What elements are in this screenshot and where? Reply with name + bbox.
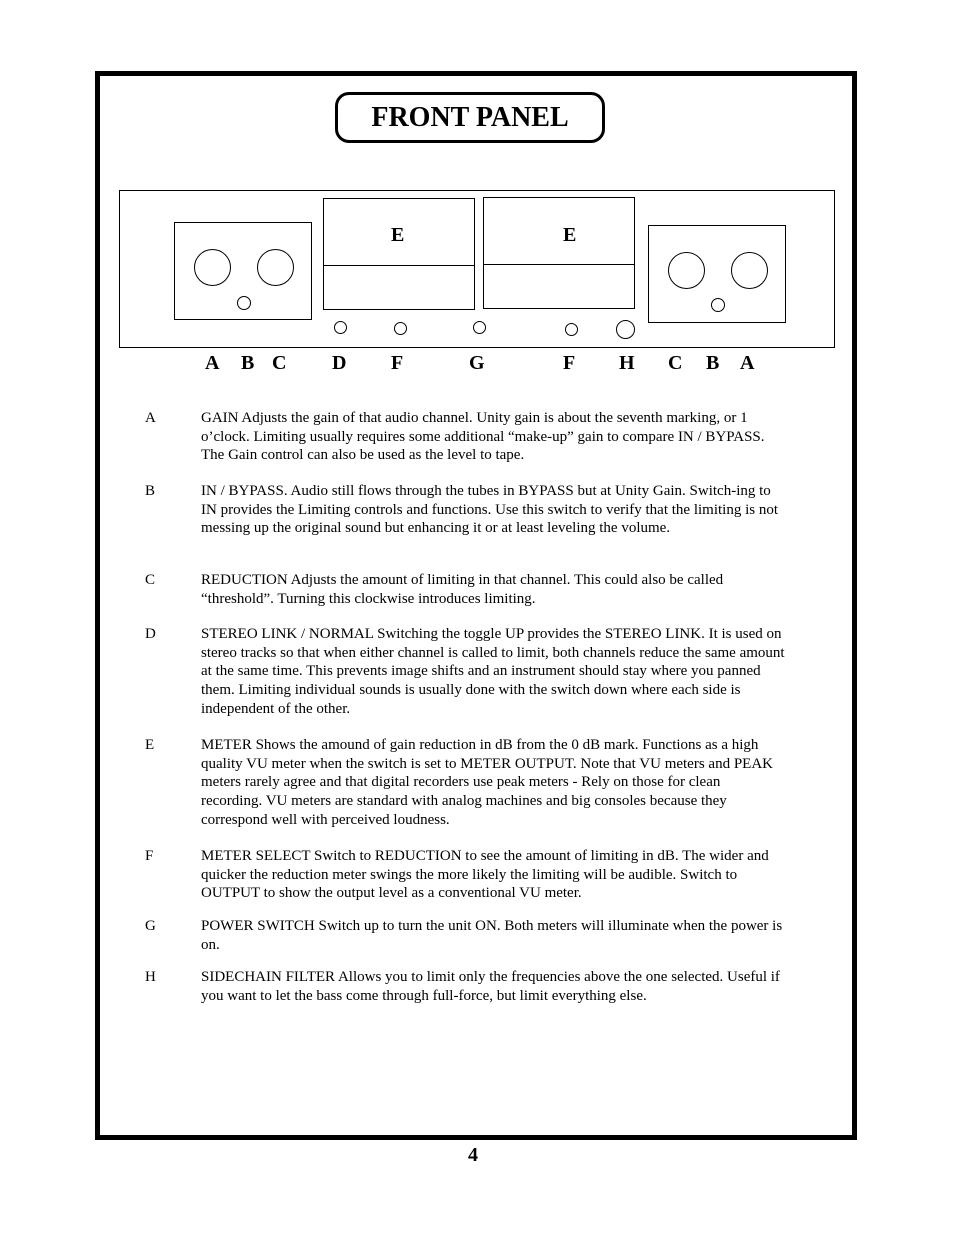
meter-divider <box>324 265 474 266</box>
description-key: H <box>145 969 156 985</box>
description-text: METER Shows the amound of gain reduction in dB from the 0 dB mark. Functions as a high quality VU meter when the switch is set to METER OUTPUT. Note that VU meters and PEAK meters rarely agree and that digital recorders use peak meters - Rely on those for clean recording. VU meters are standard with analog machines and big consoles because they correspond well with perceived loudness. <box>201 737 773 828</box>
gain-knob-right[interactable] <box>731 252 768 289</box>
control-letter-d: D <box>332 352 347 374</box>
sidechain-filter-knob[interactable] <box>616 320 635 339</box>
control-letter-h: H <box>619 352 635 374</box>
description-item <box>145 847 785 903</box>
meter-select-switch-left[interactable] <box>394 322 407 335</box>
left-channel-block <box>174 222 312 320</box>
control-letter-f: F <box>391 352 404 374</box>
power-switch[interactable] <box>473 321 486 334</box>
control-letter-a: A <box>205 352 220 374</box>
description-key: G <box>145 918 156 934</box>
reduction-knob-right[interactable] <box>668 252 705 289</box>
description-key: D <box>145 626 156 642</box>
title-box <box>335 92 605 143</box>
description-key: B <box>145 483 156 499</box>
description-item <box>145 625 785 719</box>
description-text: GAIN Adjusts the gain of that audio channel. Unity gain is about the seventh marking, or 1 o’clock. Limiting usually requires some additional “make-up” gain to compare IN / BYPASS. The Gain control can also be used as the level to tape. <box>201 410 765 464</box>
gain-knob-left[interactable] <box>194 249 231 286</box>
reduction-control-left[interactable] <box>237 296 251 310</box>
description-key: E <box>145 737 155 753</box>
description-text: SIDECHAIN FILTER Allows you to limit only the frequencies above the one selected. Useful if you want to let the bass come through full-force, but limit everything else. <box>201 969 780 1004</box>
control-letter-c: C <box>668 352 683 374</box>
left-meter <box>323 198 475 310</box>
description-item <box>145 482 785 538</box>
description-text: STEREO LINK / NORMAL Switching the toggle UP provides the STEREO LINK. It is used on stereo tracks so that when either channel is called to limit, both channels reduce the same amount at the same time. This prevents image shifts and an instrument should stay where you panned them. Limiting individual sounds is usually done with the switch down where each side is independent of the other. <box>201 626 785 717</box>
meter-label-right: E <box>563 224 577 246</box>
page-title: FRONT PANEL <box>371 101 569 133</box>
description-text: METER SELECT Switch to REDUCTION to see the amount of limiting in dB. The wider and quicker the reduction meter swings the more likely the limiting will be audible. Switch to OUTPUT to show the output level as a conventional VU meter. <box>201 848 769 902</box>
description-item <box>145 968 785 1005</box>
meter-select-switch-right[interactable] <box>565 323 578 336</box>
meter-divider <box>484 264 634 265</box>
description-item <box>145 917 785 954</box>
description-text: POWER SWITCH Switch up to turn the unit ON. Both meters will illuminate when the power is on. <box>201 918 783 953</box>
stereo-link-switch[interactable] <box>334 321 347 334</box>
control-letter-g: G <box>469 352 485 374</box>
control-letter-b: B <box>706 352 720 374</box>
description-item <box>145 571 785 608</box>
control-letter-c: C <box>272 352 287 374</box>
description-key: F <box>145 848 154 864</box>
description-key: A <box>145 410 156 426</box>
right-channel-block <box>648 225 786 323</box>
in-bypass-knob-left[interactable] <box>257 249 294 286</box>
description-text: IN / BYPASS. Audio still flows through the tubes in BYPASS but at Unity Gain. Switch-ing to IN provides the Limiting controls and functions. Use this switch to verify that the limiting is not messing up the original sound but enhancing it or at least leveling the volume. <box>201 483 779 537</box>
in-bypass-control-right[interactable] <box>711 298 725 312</box>
page-number: 4 <box>468 1144 478 1166</box>
description-item <box>145 736 785 830</box>
control-letter-f: F <box>563 352 576 374</box>
description-key: C <box>145 572 156 588</box>
description-text: REDUCTION Adjusts the amount of limiting in that channel. This could also be called “threshold”. Turning this clockwise introduces limiting. <box>201 572 724 607</box>
control-letter-b: B <box>241 352 255 374</box>
front-panel-diagram <box>119 190 835 348</box>
right-meter <box>483 197 635 309</box>
description-item <box>145 409 785 465</box>
control-letter-a: A <box>740 352 755 374</box>
meter-label-left: E <box>391 224 405 246</box>
